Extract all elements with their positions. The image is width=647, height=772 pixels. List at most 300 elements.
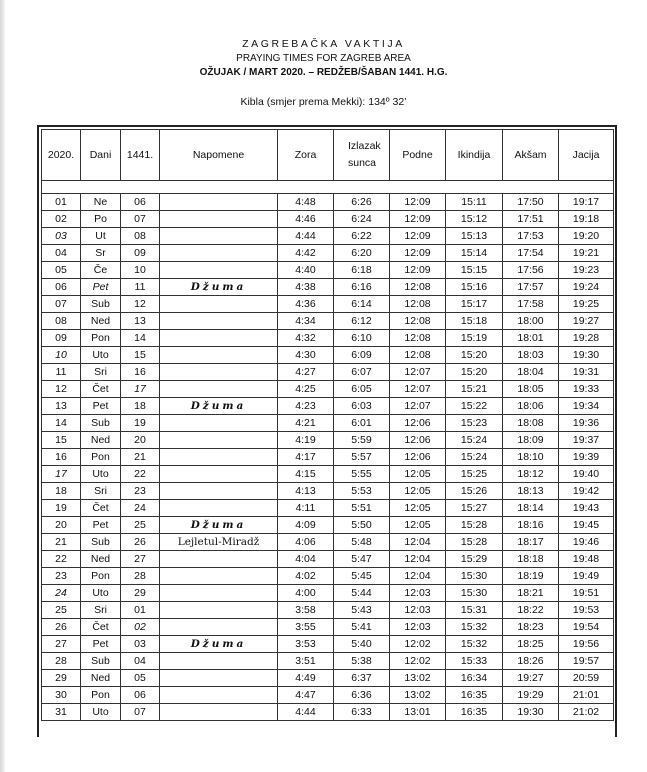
cell-isha: 19:30 — [559, 347, 614, 364]
cell-date: 14 — [42, 415, 81, 432]
cell-dhuhr: 12:09 — [390, 228, 446, 245]
cell-day: Pon — [81, 568, 121, 585]
cell-sunrise: 5:53 — [334, 483, 390, 500]
cell-fajr: 4:47 — [278, 687, 334, 704]
cell-fajr: 4:40 — [278, 262, 334, 279]
cell-dhuhr: 12:05 — [390, 517, 446, 534]
cell-maghrib: 18:00 — [503, 313, 559, 330]
cell-sunrise: 6:26 — [334, 194, 390, 211]
cell-date: 02 — [42, 211, 81, 228]
cell-isha: 19:31 — [559, 364, 614, 381]
cell-note: Džuma — [160, 636, 278, 653]
cell-date: 20 — [42, 517, 81, 534]
cell-sunrise: 6:10 — [334, 330, 390, 347]
cell-hijri: 08 — [121, 228, 160, 245]
cell-note — [160, 245, 278, 262]
cell-dhuhr: 12:08 — [390, 330, 446, 347]
table-row — [42, 670, 614, 687]
cell-date: 31 — [42, 704, 81, 721]
cell-day: Uto — [81, 347, 121, 364]
document-title: ZAGREBAČKA VAKTIJA — [242, 38, 405, 50]
cell-asr: 15:32 — [446, 619, 503, 636]
table-row — [42, 245, 614, 262]
cell-isha: 19:40 — [559, 466, 614, 483]
cell-isha: 20:59 — [559, 670, 614, 687]
cell-maghrib: 18:22 — [503, 602, 559, 619]
cell-dhuhr: 12:04 — [390, 568, 446, 585]
cell-day: Ned — [81, 313, 121, 330]
cell-hijri: 18 — [121, 398, 160, 415]
header-notes: Napomene — [160, 130, 278, 181]
header-day: Dani — [81, 130, 121, 181]
cell-sunrise: 5:47 — [334, 551, 390, 568]
cell-isha: 19:43 — [559, 500, 614, 517]
cell-fajr: 3:58 — [278, 602, 334, 619]
cell-isha: 19:51 — [559, 585, 614, 602]
cell-day: Čet — [81, 381, 121, 398]
table-row — [42, 347, 614, 364]
table-row — [42, 449, 614, 466]
cell-dhuhr: 12:07 — [390, 364, 446, 381]
table-row — [42, 687, 614, 704]
cell-fajr: 4:19 — [278, 432, 334, 449]
cell-isha: 19:18 — [559, 211, 614, 228]
cell-dhuhr: 12:03 — [390, 585, 446, 602]
cell-fajr: 4:00 — [278, 585, 334, 602]
cell-date: 21 — [42, 534, 81, 551]
cell-note — [160, 211, 278, 228]
cell-date: 24 — [42, 585, 81, 602]
cell-fajr: 4:48 — [278, 194, 334, 211]
cell-sunrise: 6:12 — [334, 313, 390, 330]
cell-asr: 15:13 — [446, 228, 503, 245]
cell-dhuhr: 12:02 — [390, 653, 446, 670]
cell-day: Uto — [81, 466, 121, 483]
cell-sunrise: 6:01 — [334, 415, 390, 432]
cell-sunrise: 6:33 — [334, 704, 390, 721]
cell-fajr: 4:25 — [278, 381, 334, 398]
cell-dhuhr: 12:06 — [390, 415, 446, 432]
cell-day: Pet — [81, 517, 121, 534]
cell-day: Ned — [81, 670, 121, 687]
cell-note — [160, 449, 278, 466]
table-row — [42, 381, 614, 398]
cell-sunrise: 5:44 — [334, 585, 390, 602]
cell-sunrise: 6:36 — [334, 687, 390, 704]
cell-isha: 19:20 — [559, 228, 614, 245]
cell-note — [160, 194, 278, 211]
cell-isha: 19:45 — [559, 517, 614, 534]
cell-fajr: 4:44 — [278, 228, 334, 245]
cell-maghrib: 17:50 — [503, 194, 559, 211]
cell-hijri: 01 — [121, 602, 160, 619]
cell-isha: 19:33 — [559, 381, 614, 398]
table-row — [42, 194, 614, 211]
cell-isha: 21:01 — [559, 687, 614, 704]
cell-note — [160, 330, 278, 347]
cell-maghrib: 17:53 — [503, 228, 559, 245]
cell-dhuhr: 12:06 — [390, 449, 446, 466]
cell-note — [160, 551, 278, 568]
cell-hijri: 27 — [121, 551, 160, 568]
cell-date: 19 — [42, 500, 81, 517]
cell-sunrise: 5:48 — [334, 534, 390, 551]
table-row — [42, 585, 614, 602]
cell-day: Po — [81, 211, 121, 228]
table-row — [42, 330, 614, 347]
cell-asr: 15:27 — [446, 500, 503, 517]
cell-sunrise: 5:38 — [334, 653, 390, 670]
cell-note — [160, 687, 278, 704]
cell-asr: 15:17 — [446, 296, 503, 313]
cell-asr: 16:35 — [446, 704, 503, 721]
cell-asr: 15:28 — [446, 517, 503, 534]
cell-maghrib: 18:03 — [503, 347, 559, 364]
cell-hijri: 10 — [121, 262, 160, 279]
cell-hijri: 06 — [121, 194, 160, 211]
cell-hijri: 19 — [121, 415, 160, 432]
cell-asr: 15:33 — [446, 653, 503, 670]
cell-day: Uto — [81, 704, 121, 721]
cell-date: 15 — [42, 432, 81, 449]
cell-day: Pon — [81, 687, 121, 704]
cell-day: Sub — [81, 296, 121, 313]
cell-day: Pet — [81, 398, 121, 415]
cell-sunrise: 6:37 — [334, 670, 390, 687]
cell-asr: 15:24 — [446, 432, 503, 449]
cell-maghrib: 18:04 — [503, 364, 559, 381]
cell-asr: 15:23 — [446, 415, 503, 432]
cell-asr: 15:20 — [446, 347, 503, 364]
document-subtitle: PRAYING TIMES FOR ZAGREB AREA — [236, 53, 411, 64]
cell-fajr: 4:11 — [278, 500, 334, 517]
cell-date: 16 — [42, 449, 81, 466]
cell-sunrise: 6:20 — [334, 245, 390, 262]
cell-hijri: 26 — [121, 534, 160, 551]
cell-hijri: 04 — [121, 653, 160, 670]
cell-maghrib: 18:19 — [503, 568, 559, 585]
table-row — [42, 228, 614, 245]
cell-isha: 19:17 — [559, 194, 614, 211]
cell-dhuhr: 12:05 — [390, 500, 446, 517]
cell-date: 07 — [42, 296, 81, 313]
header-asr: Ikindija — [446, 130, 503, 181]
cell-maghrib: 17:58 — [503, 296, 559, 313]
cell-day: Ne — [81, 194, 121, 211]
cell-note: Lejletul-Miradž — [160, 534, 278, 551]
cell-note — [160, 568, 278, 585]
cell-hijri: 16 — [121, 364, 160, 381]
cell-asr: 15:19 — [446, 330, 503, 347]
cell-note — [160, 500, 278, 517]
cell-date: 08 — [42, 313, 81, 330]
prayer-times-table — [41, 129, 614, 721]
cell-maghrib: 18:13 — [503, 483, 559, 500]
cell-asr: 15:20 — [446, 364, 503, 381]
cell-fajr: 4:36 — [278, 296, 334, 313]
cell-fajr: 4:06 — [278, 534, 334, 551]
cell-isha: 19:54 — [559, 619, 614, 636]
cell-day: Čet — [81, 619, 121, 636]
cell-date: 03 — [42, 228, 81, 245]
cell-date: 25 — [42, 602, 81, 619]
header-year: 2020. — [42, 130, 81, 181]
cell-isha: 19:46 — [559, 534, 614, 551]
cell-sunrise: 5:41 — [334, 619, 390, 636]
cell-hijri: 21 — [121, 449, 160, 466]
cell-fajr: 3:53 — [278, 636, 334, 653]
cell-maghrib: 18:12 — [503, 466, 559, 483]
cell-fajr: 4:17 — [278, 449, 334, 466]
cell-asr: 15:30 — [446, 585, 503, 602]
table-row — [42, 415, 614, 432]
cell-day: Pet — [81, 279, 121, 296]
cell-sunrise: 6:05 — [334, 381, 390, 398]
cell-maghrib: 18:25 — [503, 636, 559, 653]
header-maghrib: Akšam — [503, 130, 559, 181]
cell-date: 22 — [42, 551, 81, 568]
cell-fajr: 4:13 — [278, 483, 334, 500]
cell-note — [160, 347, 278, 364]
cell-date: 29 — [42, 670, 81, 687]
cell-maghrib: 17:54 — [503, 245, 559, 262]
cell-dhuhr: 12:08 — [390, 313, 446, 330]
table-row — [42, 313, 614, 330]
cell-hijri: 12 — [121, 296, 160, 313]
cell-hijri: 06 — [121, 687, 160, 704]
cell-fajr: 4:21 — [278, 415, 334, 432]
cell-day: Ned — [81, 551, 121, 568]
cell-asr: 15:24 — [446, 449, 503, 466]
cell-dhuhr: 12:04 — [390, 534, 446, 551]
cell-fajr: 4:46 — [278, 211, 334, 228]
cell-dhuhr: 12:07 — [390, 398, 446, 415]
header-sunrise: Izlazak sunca — [334, 130, 390, 181]
cell-isha: 19:48 — [559, 551, 614, 568]
table-row — [42, 364, 614, 381]
cell-isha: 21:02 — [559, 704, 614, 721]
table-row — [42, 466, 614, 483]
cell-day: Če — [81, 262, 121, 279]
table-row — [42, 211, 614, 228]
cell-day: Sub — [81, 534, 121, 551]
cell-asr: 16:34 — [446, 670, 503, 687]
cell-dhuhr: 12:03 — [390, 602, 446, 619]
cell-dhuhr: 13:02 — [390, 687, 446, 704]
cell-hijri: 23 — [121, 483, 160, 500]
cell-fajr: 3:51 — [278, 653, 334, 670]
cell-hijri: 15 — [121, 347, 160, 364]
cell-day: Sr — [81, 245, 121, 262]
cell-maghrib: 17:57 — [503, 279, 559, 296]
table-row — [42, 432, 614, 449]
cell-note — [160, 670, 278, 687]
cell-day: Sub — [81, 653, 121, 670]
cell-note — [160, 483, 278, 500]
cell-sunrise: 6:09 — [334, 347, 390, 364]
cell-isha: 19:34 — [559, 398, 614, 415]
cell-sunrise: 5:57 — [334, 449, 390, 466]
cell-maghrib: 18:16 — [503, 517, 559, 534]
cell-asr: 15:21 — [446, 381, 503, 398]
cell-asr: 15:16 — [446, 279, 503, 296]
cell-date: 23 — [42, 568, 81, 585]
cell-dhuhr: 12:09 — [390, 194, 446, 211]
cell-isha: 19:23 — [559, 262, 614, 279]
cell-hijri: 24 — [121, 500, 160, 517]
cell-asr: 15:15 — [446, 262, 503, 279]
cell-isha: 19:57 — [559, 653, 614, 670]
cell-sunrise: 5:55 — [334, 466, 390, 483]
cell-date: 12 — [42, 381, 81, 398]
cell-sunrise: 5:51 — [334, 500, 390, 517]
cell-sunrise: 5:45 — [334, 568, 390, 585]
cell-date: 28 — [42, 653, 81, 670]
cell-day: Pon — [81, 330, 121, 347]
cell-maghrib: 18:14 — [503, 500, 559, 517]
cell-maghrib: 18:08 — [503, 415, 559, 432]
table-body — [42, 181, 614, 721]
cell-asr: 15:26 — [446, 483, 503, 500]
table-row — [42, 704, 614, 721]
cell-dhuhr: 12:05 — [390, 466, 446, 483]
cell-dhuhr: 12:08 — [390, 296, 446, 313]
cell-dhuhr: 12:05 — [390, 483, 446, 500]
cell-day: Ut — [81, 228, 121, 245]
cell-asr: 16:35 — [446, 687, 503, 704]
cell-hijri: 07 — [121, 704, 160, 721]
cell-day: Uto — [81, 585, 121, 602]
cell-fajr: 4:27 — [278, 364, 334, 381]
table-row — [42, 619, 614, 636]
cell-fajr: 3:55 — [278, 619, 334, 636]
cell-note — [160, 432, 278, 449]
cell-date: 30 — [42, 687, 81, 704]
cell-day: Pon — [81, 449, 121, 466]
cell-maghrib: 19:30 — [503, 704, 559, 721]
cell-maghrib: 18:01 — [503, 330, 559, 347]
cell-hijri: 11 — [121, 279, 160, 296]
table-row — [42, 636, 614, 653]
cell-sunrise: 6:22 — [334, 228, 390, 245]
cell-maghrib: 17:51 — [503, 211, 559, 228]
cell-fajr: 4:02 — [278, 568, 334, 585]
cell-maghrib: 18:09 — [503, 432, 559, 449]
cell-sunrise: 6:18 — [334, 262, 390, 279]
cell-note: Džuma — [160, 398, 278, 415]
page-edge-shadow — [0, 0, 5, 772]
cell-fajr: 4:49 — [278, 670, 334, 687]
cell-dhuhr: 12:02 — [390, 636, 446, 653]
cell-isha: 19:24 — [559, 279, 614, 296]
cell-isha: 19:53 — [559, 602, 614, 619]
cell-hijri: 29 — [121, 585, 160, 602]
cell-note — [160, 704, 278, 721]
cell-asr: 15:30 — [446, 568, 503, 585]
cell-maghrib: 18:23 — [503, 619, 559, 636]
cell-sunrise: 5:43 — [334, 602, 390, 619]
cell-asr: 15:25 — [446, 466, 503, 483]
cell-note: Džuma — [160, 517, 278, 534]
table-header-row — [42, 130, 614, 181]
cell-hijri: 28 — [121, 568, 160, 585]
cell-hijri: 05 — [121, 670, 160, 687]
cell-asr: 15:12 — [446, 211, 503, 228]
cell-asr: 15:22 — [446, 398, 503, 415]
cell-asr: 15:11 — [446, 194, 503, 211]
cell-dhuhr: 12:08 — [390, 279, 446, 296]
table-row — [42, 602, 614, 619]
table-row — [42, 500, 614, 517]
table-row — [42, 398, 614, 415]
cell-note — [160, 313, 278, 330]
cell-fajr: 4:09 — [278, 517, 334, 534]
cell-hijri: 13 — [121, 313, 160, 330]
table-row — [42, 568, 614, 585]
cell-dhuhr: 12:07 — [390, 381, 446, 398]
cell-dhuhr: 12:06 — [390, 432, 446, 449]
cell-note — [160, 415, 278, 432]
header-dhuhr: Podne — [390, 130, 446, 181]
cell-asr: 15:14 — [446, 245, 503, 262]
qibla-direction: Kibla (smjer prema Mekki): 134º 32’ — [240, 96, 407, 108]
cell-hijri: 09 — [121, 245, 160, 262]
cell-fajr: 4:23 — [278, 398, 334, 415]
cell-hijri: 07 — [121, 211, 160, 228]
table-row — [42, 534, 614, 551]
cell-sunrise: 6:14 — [334, 296, 390, 313]
cell-date: 11 — [42, 364, 81, 381]
cell-hijri: 17 — [121, 381, 160, 398]
cell-date: 10 — [42, 347, 81, 364]
cell-asr: 15:32 — [446, 636, 503, 653]
cell-note — [160, 585, 278, 602]
cell-maghrib: 19:27 — [503, 670, 559, 687]
cell-isha: 19:36 — [559, 415, 614, 432]
cell-note — [160, 466, 278, 483]
cell-maghrib: 17:56 — [503, 262, 559, 279]
cell-dhuhr: 12:04 — [390, 551, 446, 568]
cell-isha: 19:42 — [559, 483, 614, 500]
cell-hijri: 14 — [121, 330, 160, 347]
cell-date: 13 — [42, 398, 81, 415]
table-row — [42, 653, 614, 670]
cell-note — [160, 262, 278, 279]
cell-hijri: 03 — [121, 636, 160, 653]
cell-date: 05 — [42, 262, 81, 279]
cell-date: 01 — [42, 194, 81, 211]
cell-note — [160, 653, 278, 670]
cell-maghrib: 18:21 — [503, 585, 559, 602]
cell-sunrise: 6:16 — [334, 279, 390, 296]
document-period: OŽUJAK / MART 2020. – REDŽEB/ŠABAN 1441. H.G. — [199, 67, 448, 78]
cell-date: 17 — [42, 466, 81, 483]
cell-date: 09 — [42, 330, 81, 347]
cell-day: Čet — [81, 500, 121, 517]
cell-dhuhr: 12:09 — [390, 245, 446, 262]
spacer-row — [42, 181, 614, 194]
cell-sunrise: 6:07 — [334, 364, 390, 381]
table-row — [42, 262, 614, 279]
cell-fajr: 4:42 — [278, 245, 334, 262]
cell-day: Sri — [81, 364, 121, 381]
cell-maghrib: 18:05 — [503, 381, 559, 398]
cell-note — [160, 296, 278, 313]
cell-isha: 19:25 — [559, 296, 614, 313]
cell-maghrib: 18:18 — [503, 551, 559, 568]
cell-maghrib: 18:17 — [503, 534, 559, 551]
header-hijri: 1441. — [121, 130, 160, 181]
